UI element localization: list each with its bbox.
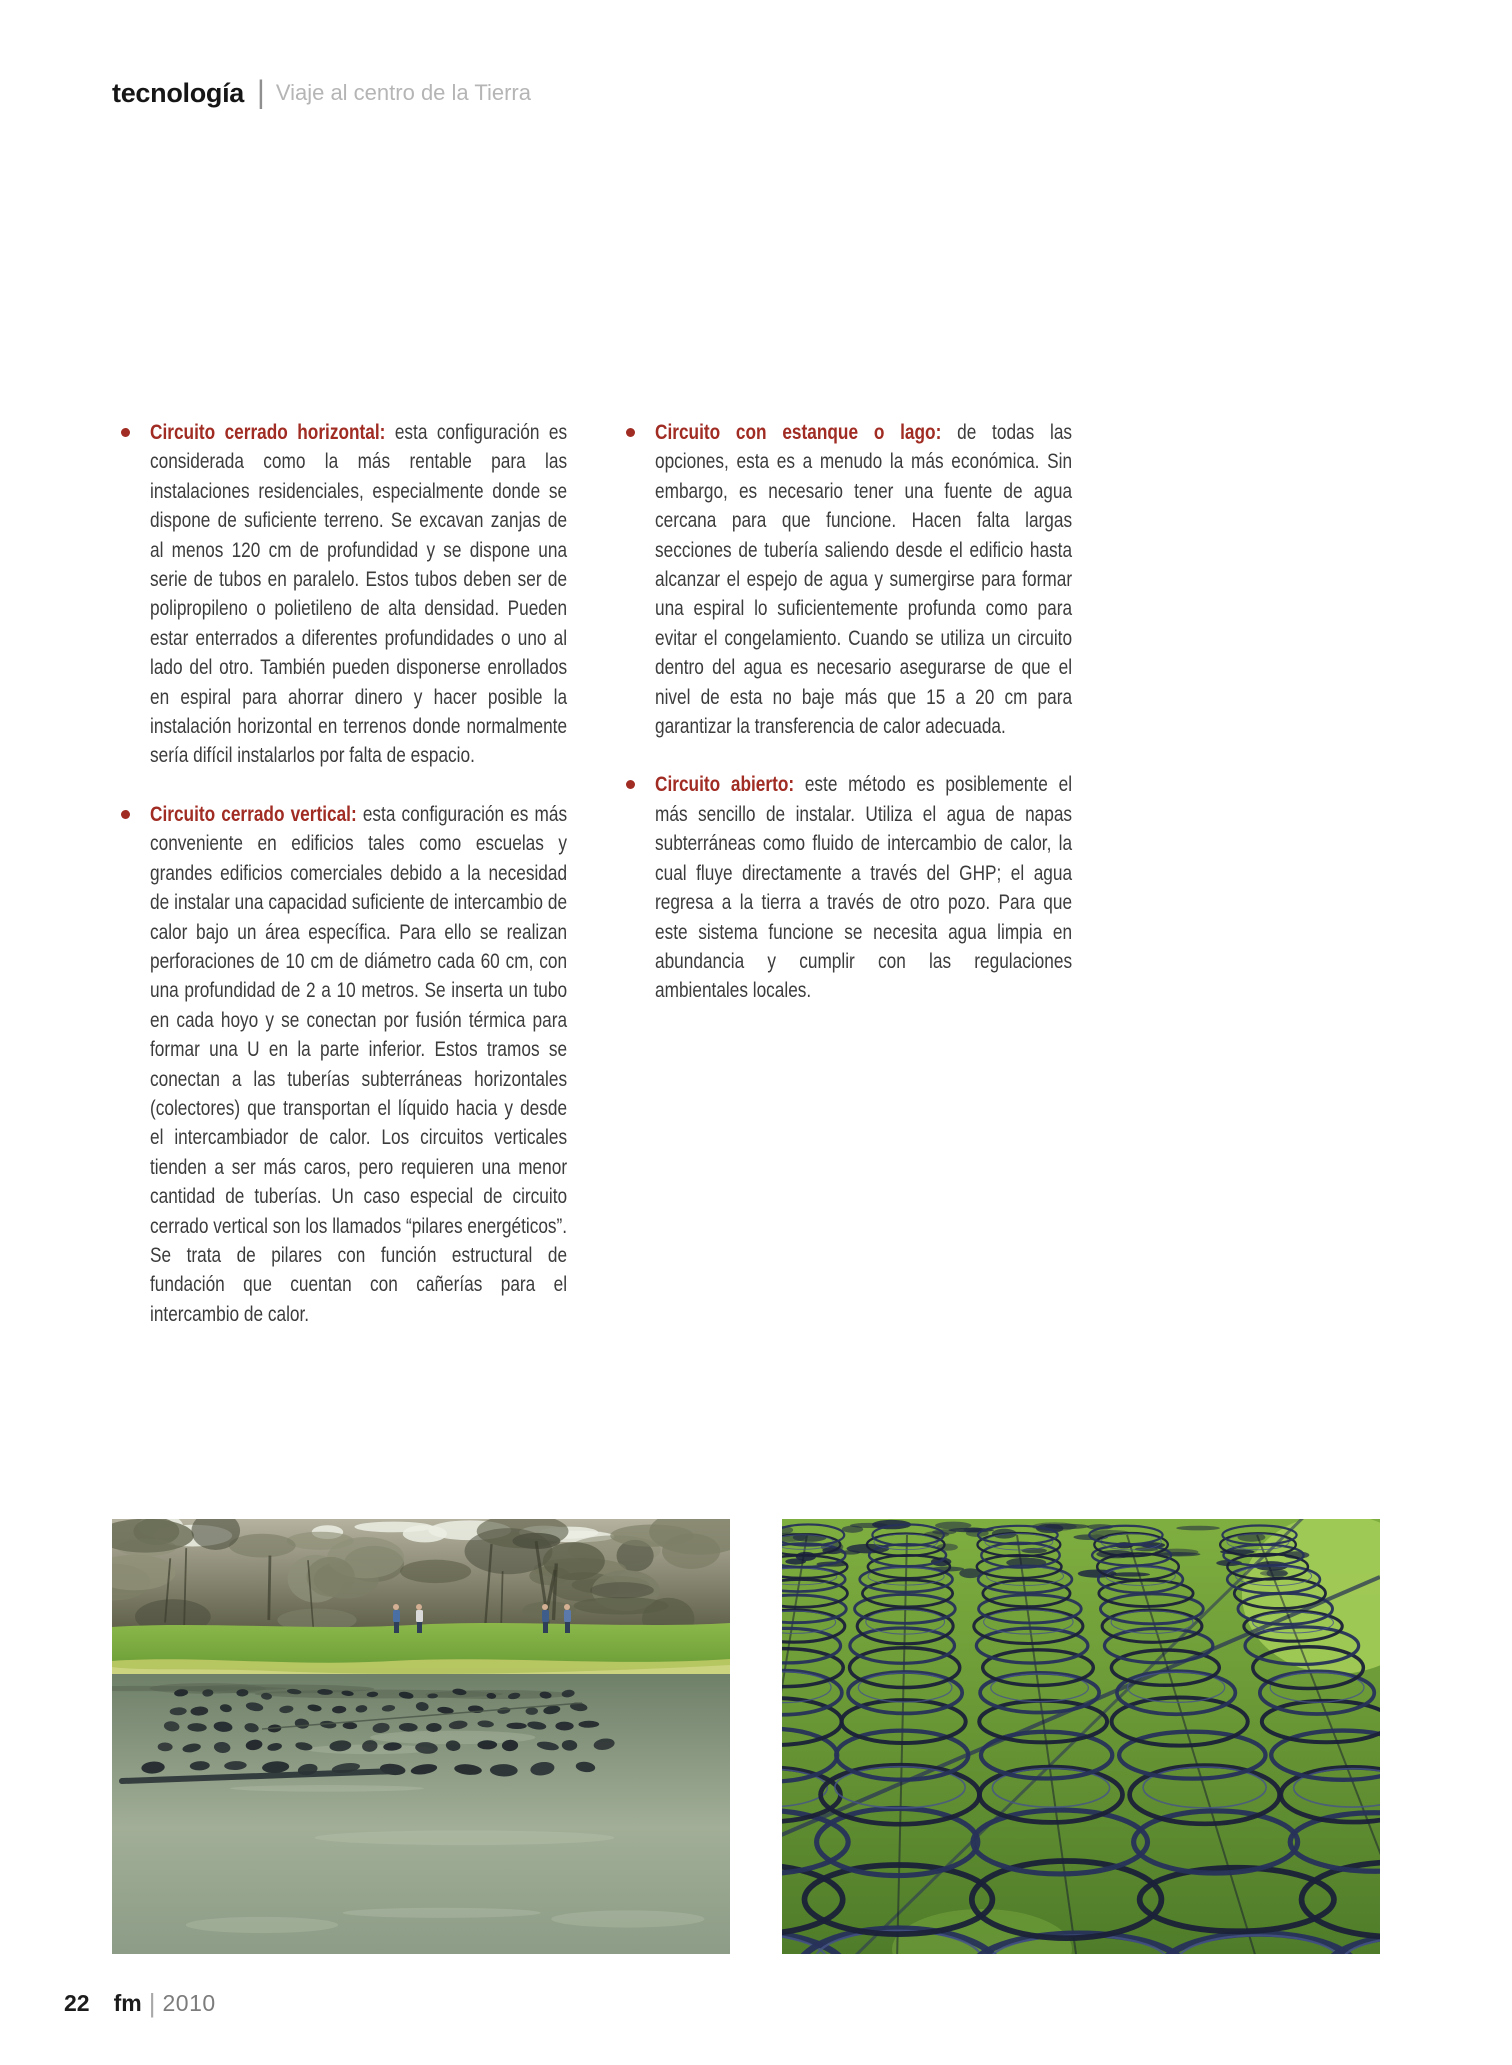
item-term: Circuito con estanque o lago: xyxy=(655,421,942,444)
bullet-icon xyxy=(626,780,635,789)
item-term: Circuito abierto: xyxy=(655,773,795,797)
left-column xyxy=(112,418,567,1358)
bullet-item-vertical-closed-loop xyxy=(112,800,567,1329)
item-body: esta configuración es más conveniente en edificios tales como escuelas y grandes edificios comerciales debido a la necesidad de instalar una capacidad suficiente de intercambio de calor bajo un área específica. Para ello se realizan perforaciones de 10 cm de diámetro cada 60 cm, con una profundidad de 2 a 10 metros. Se inserta un tubo en cada hoyo y se conectan por fusión térmica para formar una U en la parte inferior. Estos tramos se conectan a las tuberías subterráneas horizontales (colectores) que transportan el líquido hacia y desde el intercambiador de calor. Los circuitos verticales tienden a ser más caros, pero requieren una menor cantidad de tuberías. Un caso especial de circuito cerrado vertical son los llamados “pilares energéticos”. Se trata de pilares con función estructural de fundación que cuentan con cañerías para el intercambio de calor. xyxy=(150,802,568,1326)
bullet-icon xyxy=(626,428,635,437)
item-text xyxy=(655,770,1072,1005)
bullet-icon xyxy=(121,428,130,437)
slinky-photo-image xyxy=(782,1519,1380,1954)
magazine-name: fm xyxy=(113,1990,142,2016)
bullet-item-pond-lake-loop xyxy=(617,418,1072,741)
pond-loops-photo xyxy=(112,1519,730,1954)
header-divider-bar: | xyxy=(257,75,265,110)
right-column xyxy=(617,418,1072,1358)
pond-photo-image xyxy=(112,1519,730,1954)
page-number: 22 xyxy=(64,1990,90,2016)
item-body: esta configuración es considerada como la más rentable para las instalaciones residenciales, especialmente donde se dispone de suficiente terreno. Se excavan zanjas de al menos 120 cm de profundidad y se dispone una serie de tubos en paralelo. Estos tubos deben ser de polipropileno o polietileno de alta densidad. Pueden estar enterrados a diferentes profundidades o uno al lado del otro. También pueden disponerse enrollados en espiral para ahorrar dinero y hacer posible la instalación horizontal en terrenos donde normalmente sería difícil instalarlos por falta de espacio. xyxy=(150,421,568,768)
page-footer xyxy=(64,1988,216,2019)
article-title: Viaje al centro de la Tierra xyxy=(275,80,531,105)
page-header xyxy=(112,76,531,110)
item-body: este método es posiblemente el más sencillo de instalar. Utiliza el agua de napas subterráneas como fluido de intercambio de calor, la cual fluye directamente a través del GHP; el agua regresa a la tierra a través de otro pozo. Para que este sistema funcione se necesita agua limpia en abundancia y cumplir con las regulaciones ambientales locales. xyxy=(655,773,1073,1003)
item-body: de todas las opciones, esta es a menudo la más económica. Sin embargo, es necesario tener una fuente de agua cercana para que funcione. Hacen falta largas secciones de tubería saliendo desde el edificio hasta alcanzar el espejo de agua y sumergirse para formar una espiral lo suficientemente profunda como para evitar el congelamiento. Cuando se utiliza un circuito dentro del agua es necesario asegurarse de que el nivel de esta no baje más que 15 a 20 cm para garantizar la transferencia de calor adecuada. xyxy=(655,421,1073,739)
item-text xyxy=(150,418,567,771)
item-text xyxy=(150,800,567,1329)
item-term: Circuito cerrado vertical: xyxy=(150,802,357,826)
article-columns xyxy=(112,418,1077,1358)
item-text xyxy=(655,418,1072,741)
item-term: Circuito cerrado horizontal: xyxy=(150,421,386,444)
section-title: tecnología xyxy=(112,77,245,108)
bullet-item-horizontal-closed-loop xyxy=(112,418,567,771)
bullet-icon xyxy=(121,810,130,819)
bullet-item-open-loop xyxy=(617,770,1072,1005)
issue-year: 2010 xyxy=(162,1990,216,2016)
footer-divider-bar: | xyxy=(148,1988,156,2018)
slinky-coils-photo xyxy=(782,1519,1380,1954)
